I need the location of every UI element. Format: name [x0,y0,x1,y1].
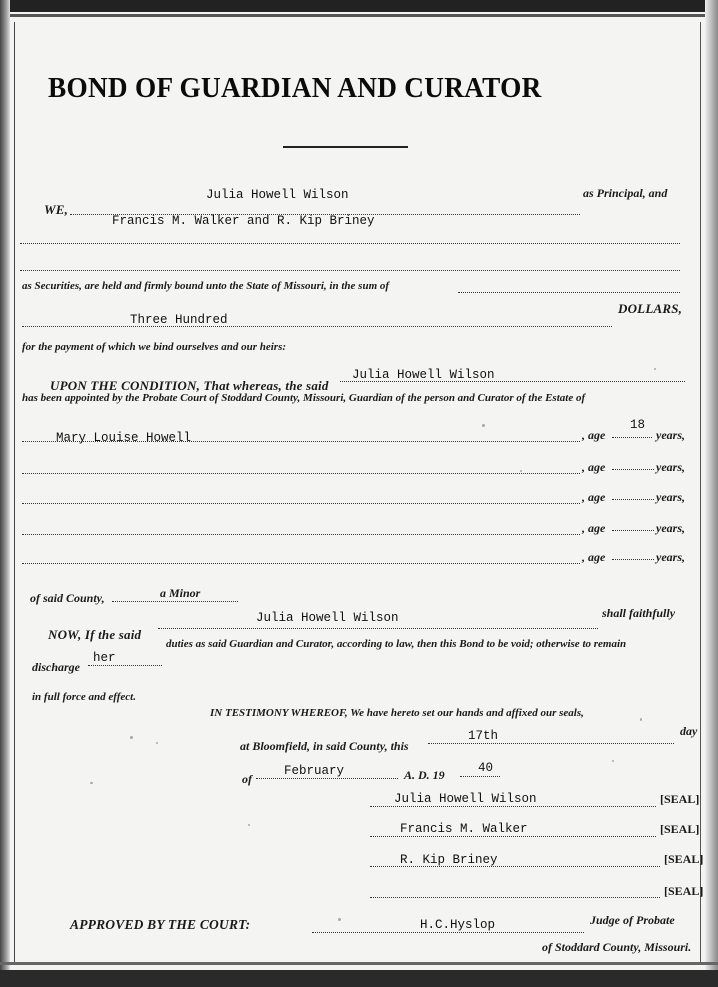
years-label-1: years, [656,428,685,442]
of-label: of [242,772,252,786]
dollars-label: DOLLARS, [618,301,683,316]
age-label-4: , age [582,521,606,535]
bloomfield-text: at Bloomfield, in said County, this [240,739,409,753]
faithfully-label: shall faithfully [602,606,676,620]
duties-text: duties as said Guardian and Curator, according to law, then this Bond to be void; otherwise to remain [166,638,627,650]
minor-line [112,601,238,602]
county-label: of said County, [30,591,105,605]
scan-edge-left [0,0,10,987]
seal-label-3: [SEAL] [664,852,704,866]
year-line [460,776,500,777]
seal-label-1: [SEAL] [660,792,700,806]
pronoun: her [93,651,116,665]
scan-speck [640,718,642,721]
age-label-3: , age [582,490,606,504]
now-label: NOW, If the said [48,627,142,642]
scan-speck [130,736,133,739]
day-label: day [680,724,698,738]
years-label-5: years, [656,550,685,564]
scan-speck [482,424,485,427]
scan-speck [156,742,158,744]
scan-speck [248,824,250,826]
sum-amount: Three Hundred [130,313,228,327]
discharge-label: discharge [32,660,80,674]
age-label-1: , age [582,428,606,442]
age-label-5: , age [582,550,606,564]
age-line-2 [612,469,654,470]
year-value: 40 [478,761,494,775]
judge-line [312,932,584,933]
age-label-2: , age [582,460,606,474]
ward-age: 18 [630,418,646,432]
sum-line-b [22,326,612,327]
scan-edge-right [705,0,718,987]
month-line [256,778,398,779]
full-force-text: in full force and effect. [32,691,136,703]
ward-line-3 [22,503,580,504]
judge-name: H.C.Hyslop [420,918,496,932]
day-line [428,743,674,744]
ad-label: A. D. 19 [404,768,445,782]
securities-text: as Securities, are held and firmly bound unto the State of Missouri, in the sum of [22,280,390,292]
minor-text: a Minor [160,586,201,600]
as-principal-label: as Principal, and [583,186,668,200]
ward-line-2 [22,473,580,474]
county-court-label: of Stoddard County, Missouri. [542,940,692,954]
pronoun-line [88,665,162,666]
approved-label: APPROVED BY THE COURT: [70,917,251,932]
document-title: BOND OF GUARDIAN AND CURATOR [48,72,542,104]
scan-speck [612,760,614,762]
now-line [158,628,598,629]
securities-line-1 [20,243,680,244]
judge-label: Judge of Probate [590,913,675,927]
principal-name: Julia Howell Wilson [206,188,349,202]
years-label-2: years, [656,460,685,474]
appointed-text: has been appointed by the Probate Court of Stoddard County, Missouri, Guardian of the person and Curator of the Estate of [22,392,586,404]
day-value: 17th [468,729,499,743]
age-line-1 [612,437,652,438]
ward-line-1 [22,441,580,442]
securities-line-2 [20,270,680,271]
scan-edge-bottom [0,970,718,987]
scan-speck [654,368,656,370]
ward-name: Mary Louise Howell [56,431,192,445]
testimony-text: IN TESTIMONY WHEREOF, We have hereto set our hands and affixed our seals, [210,707,584,719]
signature-line-4 [370,897,660,898]
signature-line-2 [370,836,656,837]
month-value: February [284,764,345,778]
signature-3: R. Kip Briney [400,853,498,867]
signature-line-1 [370,806,656,807]
seal-label-4: [SEAL] [664,884,704,898]
condition-name: Julia Howell Wilson [352,368,495,382]
scan-edge-top-line [0,14,718,17]
years-label-4: years, [656,521,685,535]
ward-line-5 [22,563,580,564]
age-line-4 [612,530,654,531]
frame-line-left [14,22,15,962]
signature-2: Francis M. Walker [400,822,528,836]
seal-label-2: [SEAL] [660,822,700,836]
signature-1: Julia Howell Wilson [394,792,537,806]
scan-speck [90,782,93,784]
condition-label: UPON THE CONDITION, That whereas, the said [50,378,329,393]
scan-speck [338,918,341,921]
securities-names: Francis M. Walker and R. Kip Briney [112,214,375,228]
frame-line-right [700,22,701,962]
ward-line-4 [22,534,580,535]
payment-text: for the payment of which we bind ourselves and our heirs: [22,341,287,353]
age-line-3 [612,499,654,500]
scan-edge-bottom-line [0,962,718,965]
age-line-5 [612,559,654,560]
sum-line-a [458,292,680,293]
years-label-3: years, [656,490,685,504]
scan-speck [520,470,522,472]
we-label: WE, [44,202,69,217]
title-rule [283,146,408,148]
now-name: Julia Howell Wilson [256,611,399,625]
scan-edge-top [0,0,718,12]
